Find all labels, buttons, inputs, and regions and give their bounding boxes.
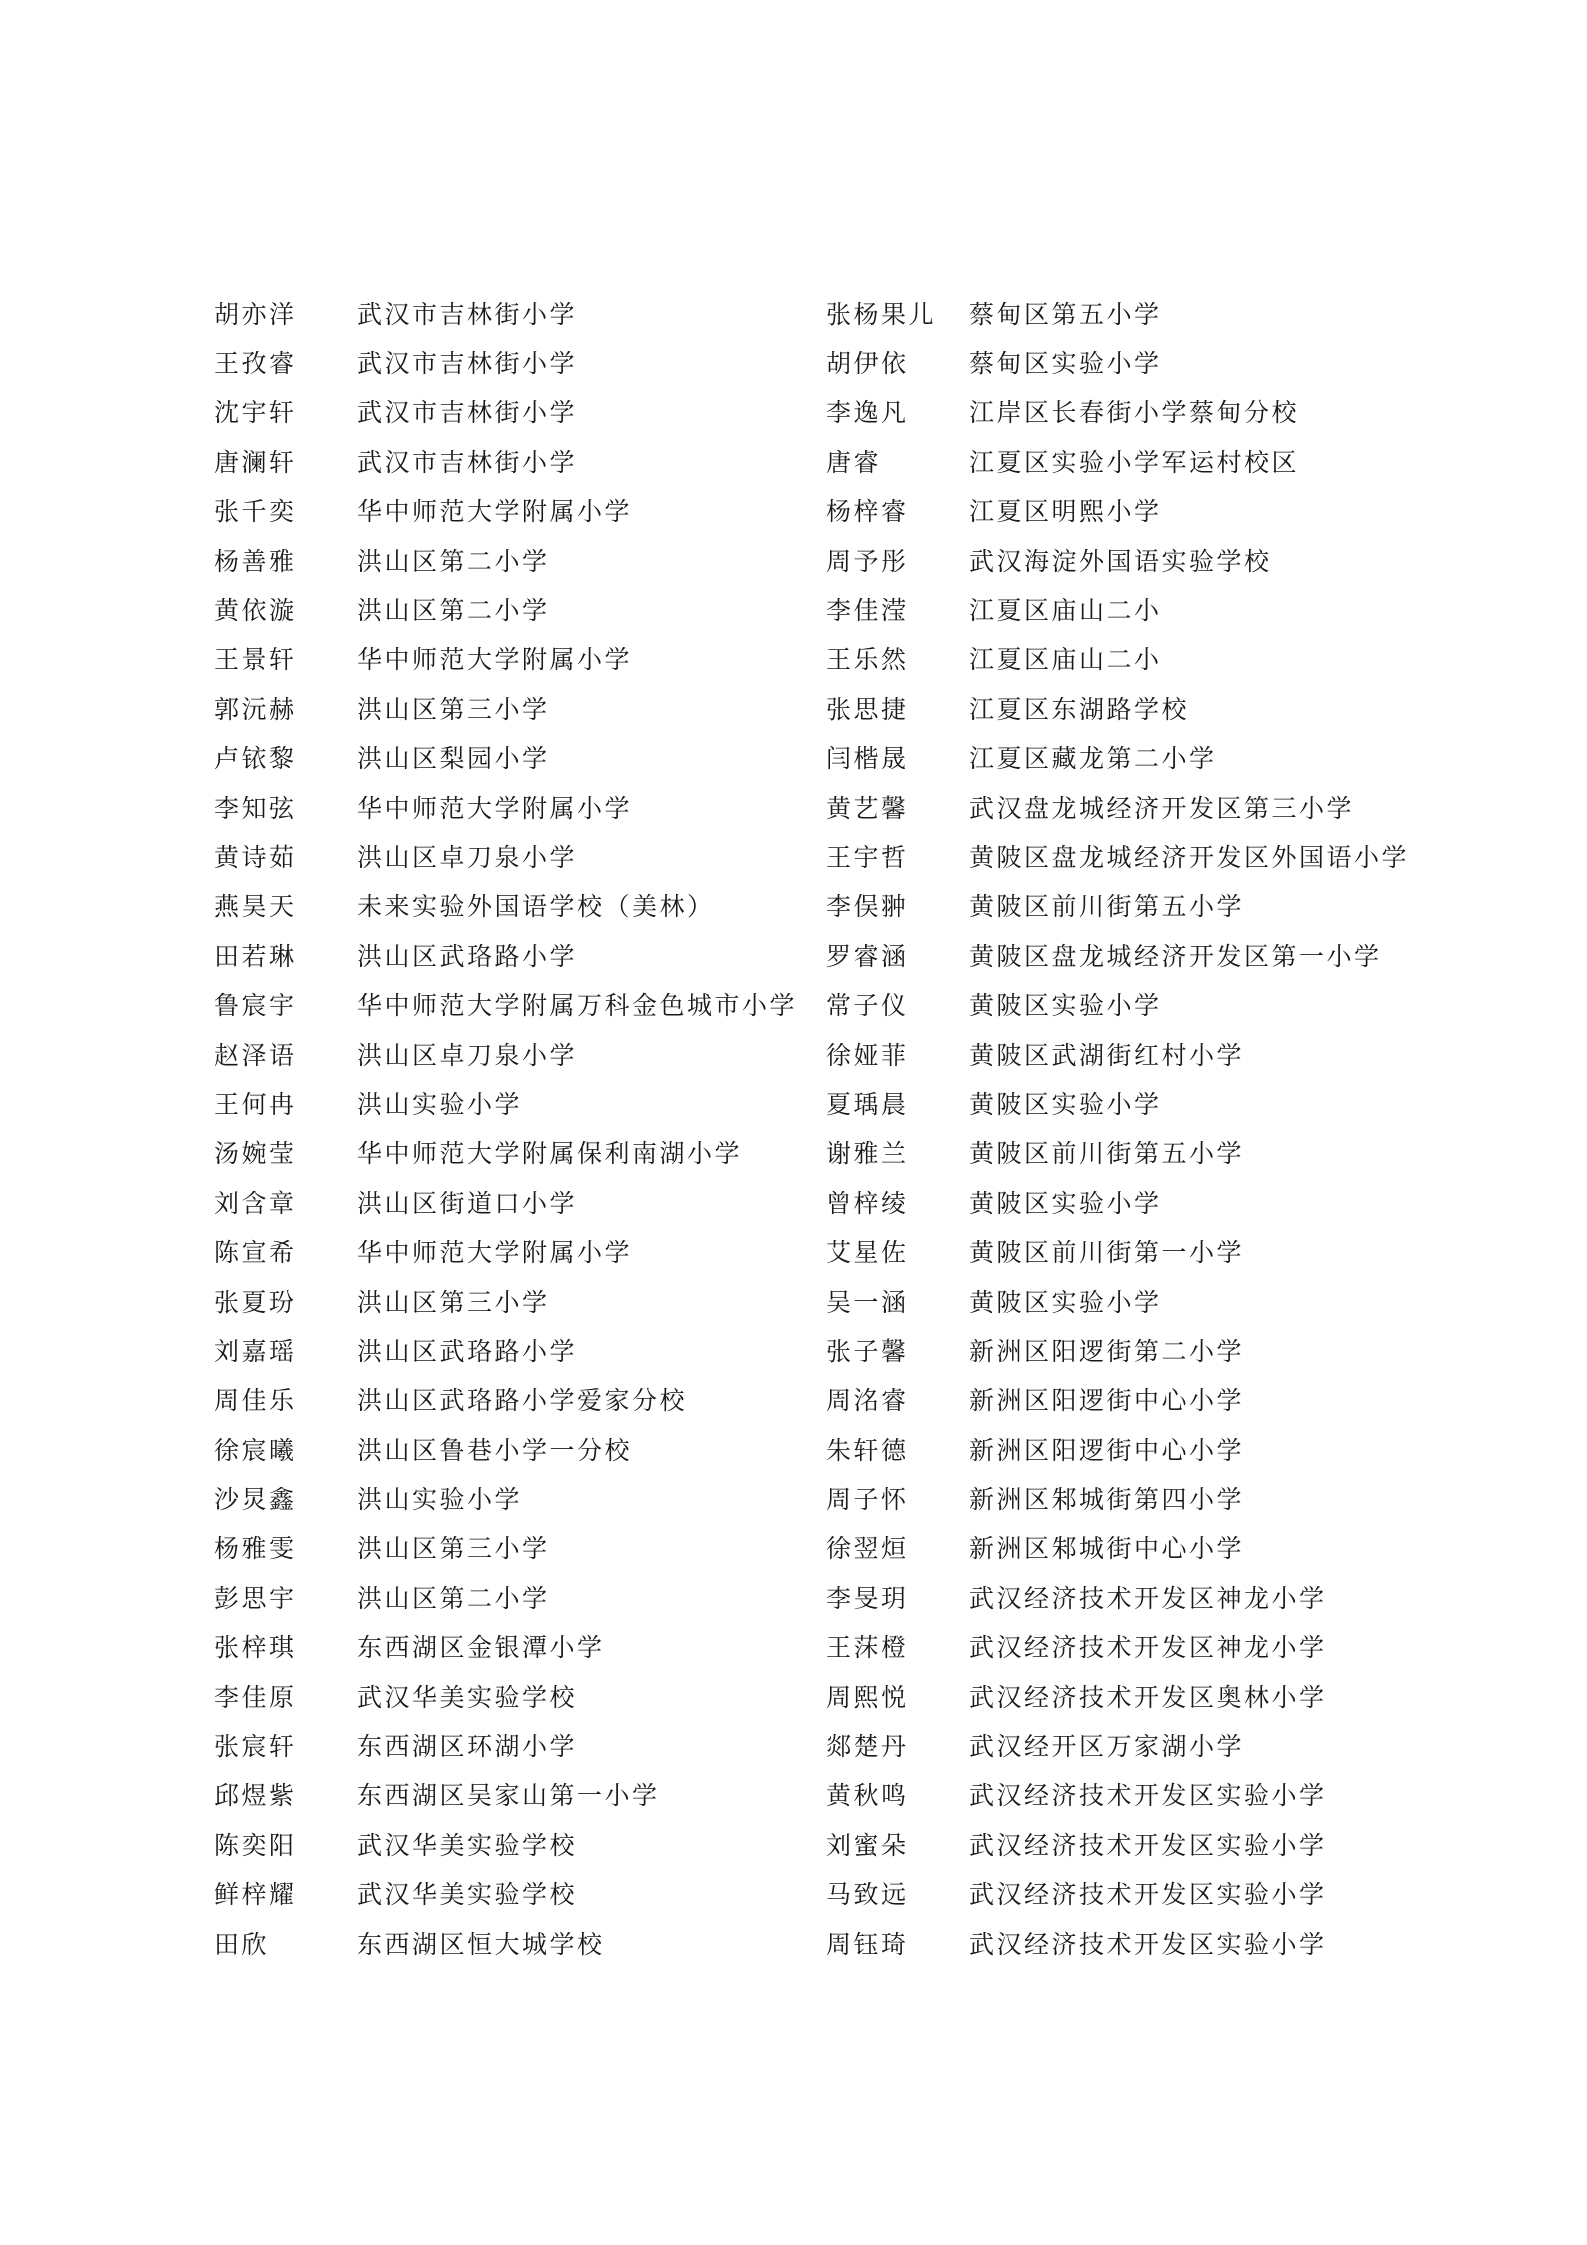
student-name: 张夏玢 bbox=[214, 1287, 297, 1317]
school-name: 东西湖区金银潭小学 bbox=[357, 1633, 605, 1663]
school-name: 江岸区长春街小学蔡甸分校 bbox=[969, 398, 1300, 428]
school-name: 洪山区武珞路小学 bbox=[357, 941, 578, 971]
student-name: 唐澜轩 bbox=[214, 447, 297, 477]
student-name: 周洺睿 bbox=[826, 1386, 909, 1416]
school-name: 武汉经济技术开发区实验小学 bbox=[969, 1880, 1327, 1910]
student-name: 谢雅兰 bbox=[826, 1139, 909, 1169]
student-name: 王莯橙 bbox=[826, 1633, 909, 1663]
student-name: 李佳原 bbox=[214, 1682, 297, 1712]
school-name: 黄陂区前川街第五小学 bbox=[969, 892, 1245, 922]
student-name: 王乐然 bbox=[826, 645, 909, 675]
list-item bbox=[826, 683, 1586, 732]
school-name: 新洲区邾城街中心小学 bbox=[969, 1534, 1245, 1564]
school-name: 黄陂区前川街第一小学 bbox=[969, 1238, 1245, 1268]
student-name: 胡亦洋 bbox=[214, 299, 297, 329]
student-name: 黄诗茹 bbox=[214, 842, 297, 872]
student-name: 沈宇轩 bbox=[214, 398, 297, 428]
list-item bbox=[826, 1128, 1586, 1177]
school-name: 华中师范大学附属小学 bbox=[357, 793, 633, 823]
student-name: 王孜睿 bbox=[214, 349, 297, 379]
school-name: 洪山实验小学 bbox=[357, 1089, 523, 1119]
school-name: 蔡甸区实验小学 bbox=[969, 349, 1162, 379]
student-name: 刘蜜朵 bbox=[826, 1830, 909, 1860]
school-name: 洪山区第三小学 bbox=[357, 1534, 550, 1564]
list-item bbox=[826, 1572, 1586, 1621]
student-name: 张宸轩 bbox=[214, 1732, 297, 1762]
student-name: 彭思宇 bbox=[214, 1583, 297, 1613]
student-name: 杨梓睿 bbox=[826, 497, 909, 527]
student-name: 田欣 bbox=[214, 1929, 270, 1959]
name-list-right-column bbox=[826, 288, 1586, 1967]
list-item bbox=[826, 1622, 1586, 1671]
student-name: 黄秋鸣 bbox=[826, 1781, 909, 1811]
student-name: 郯楚丹 bbox=[826, 1732, 909, 1762]
student-name: 郭沅赫 bbox=[214, 694, 297, 724]
student-name: 李俣翀 bbox=[826, 892, 909, 922]
student-name: 陈宣希 bbox=[214, 1238, 297, 1268]
school-name: 武汉经济技术开发区奥林小学 bbox=[969, 1682, 1327, 1712]
student-name: 徐翌烜 bbox=[826, 1534, 909, 1564]
student-name: 邱煜紫 bbox=[214, 1781, 297, 1811]
student-name: 曾梓绫 bbox=[826, 1188, 909, 1218]
school-name: 武汉市吉林街小学 bbox=[357, 398, 578, 428]
student-name: 周佳乐 bbox=[214, 1386, 297, 1416]
list-item bbox=[826, 436, 1586, 485]
school-name: 武汉经开区万家湖小学 bbox=[969, 1732, 1245, 1762]
school-name: 江夏区庙山二小 bbox=[969, 596, 1162, 626]
student-name: 罗睿涵 bbox=[826, 941, 909, 971]
student-name: 张千奕 bbox=[214, 497, 297, 527]
school-name: 华中师范大学附属小学 bbox=[357, 1238, 633, 1268]
school-name: 武汉华美实验学校 bbox=[357, 1830, 578, 1860]
student-name: 鲁宸宇 bbox=[214, 991, 297, 1021]
school-name: 武汉华美实验学校 bbox=[357, 1682, 578, 1712]
school-name: 洪山区第三小学 bbox=[357, 1287, 550, 1317]
school-name: 黄陂区前川街第五小学 bbox=[969, 1139, 1245, 1169]
student-name: 杨善雅 bbox=[214, 546, 297, 576]
list-item bbox=[826, 1029, 1586, 1078]
list-item bbox=[826, 1720, 1586, 1769]
school-name: 黄陂区武湖街红村小学 bbox=[969, 1040, 1245, 1070]
list-item bbox=[826, 881, 1586, 930]
school-name: 华中师范大学附属保利南湖小学 bbox=[357, 1139, 743, 1169]
school-name: 新洲区阳逻街中心小学 bbox=[969, 1386, 1245, 1416]
list-item bbox=[826, 1424, 1586, 1473]
student-name: 周熙悦 bbox=[826, 1682, 909, 1712]
list-item bbox=[826, 1177, 1586, 1226]
student-name: 王何冉 bbox=[214, 1089, 297, 1119]
list-item bbox=[826, 337, 1586, 386]
school-name: 洪山区街道口小学 bbox=[357, 1188, 578, 1218]
student-name: 鲜梓耀 bbox=[214, 1880, 297, 1910]
student-name: 周钰琦 bbox=[826, 1929, 909, 1959]
school-name: 江夏区东湖路学校 bbox=[969, 694, 1190, 724]
school-name: 黄陂区盘龙城经济开发区外国语小学 bbox=[969, 842, 1410, 872]
student-name: 闫楷晟 bbox=[826, 744, 909, 774]
school-name: 武汉经济技术开发区神龙小学 bbox=[969, 1583, 1327, 1613]
school-name: 武汉市吉林街小学 bbox=[357, 349, 578, 379]
list-item bbox=[826, 831, 1586, 880]
school-name: 武汉经济技术开发区神龙小学 bbox=[969, 1633, 1327, 1663]
list-item bbox=[826, 1869, 1586, 1918]
student-name: 张梓琪 bbox=[214, 1633, 297, 1663]
school-name: 武汉经济技术开发区实验小学 bbox=[969, 1929, 1327, 1959]
school-name: 武汉经济技术开发区实验小学 bbox=[969, 1781, 1327, 1811]
list-item bbox=[826, 733, 1586, 782]
school-name: 东西湖区恒大城学校 bbox=[357, 1929, 605, 1959]
list-item bbox=[826, 1226, 1586, 1275]
school-name: 黄陂区盘龙城经济开发区第一小学 bbox=[969, 941, 1382, 971]
student-name: 李旻玥 bbox=[826, 1583, 909, 1613]
school-name: 洪山区卓刀泉小学 bbox=[357, 1040, 578, 1070]
school-name: 武汉市吉林街小学 bbox=[357, 447, 578, 477]
list-item bbox=[826, 1375, 1586, 1424]
school-name: 华中师范大学附属万科金色城市小学 bbox=[357, 991, 798, 1021]
student-name: 艾星佐 bbox=[826, 1238, 909, 1268]
school-name: 东西湖区吴家山第一小学 bbox=[357, 1781, 660, 1811]
list-item bbox=[826, 1078, 1586, 1127]
school-name: 黄陂区实验小学 bbox=[969, 1188, 1162, 1218]
school-name: 蔡甸区第五小学 bbox=[969, 299, 1162, 329]
school-name: 江夏区实验小学军运村校区 bbox=[969, 447, 1300, 477]
list-item bbox=[826, 1473, 1586, 1522]
school-name: 江夏区藏龙第二小学 bbox=[969, 744, 1217, 774]
student-name: 王宇哲 bbox=[826, 842, 909, 872]
list-item bbox=[826, 1671, 1586, 1720]
school-name: 新洲区阳逻街第二小学 bbox=[969, 1336, 1245, 1366]
student-name: 唐睿 bbox=[826, 447, 882, 477]
list-item bbox=[826, 1523, 1586, 1572]
student-name: 赵泽语 bbox=[214, 1040, 297, 1070]
list-item bbox=[826, 1770, 1586, 1819]
student-name: 卢铱黎 bbox=[214, 744, 297, 774]
school-name: 洪山区卓刀泉小学 bbox=[357, 842, 578, 872]
student-name: 张子馨 bbox=[826, 1336, 909, 1366]
student-name: 李知弦 bbox=[214, 793, 297, 823]
list-item bbox=[826, 1276, 1586, 1325]
list-item bbox=[826, 782, 1586, 831]
list-item bbox=[826, 486, 1586, 535]
student-name: 张杨果儿 bbox=[826, 299, 937, 329]
school-name: 黄陂区实验小学 bbox=[969, 1089, 1162, 1119]
list-item bbox=[826, 1819, 1586, 1868]
school-name: 黄陂区实验小学 bbox=[969, 1287, 1162, 1317]
student-name: 刘含章 bbox=[214, 1188, 297, 1218]
student-name: 周子怀 bbox=[826, 1485, 909, 1515]
student-name: 黄艺馨 bbox=[826, 793, 909, 823]
student-name: 杨雅雯 bbox=[214, 1534, 297, 1564]
student-name: 胡伊依 bbox=[826, 349, 909, 379]
school-name: 武汉华美实验学校 bbox=[357, 1880, 578, 1910]
list-item bbox=[826, 584, 1586, 633]
school-name: 武汉经济技术开发区实验小学 bbox=[969, 1830, 1327, 1860]
school-name: 洪山区第二小学 bbox=[357, 546, 550, 576]
student-name: 陈奕阳 bbox=[214, 1830, 297, 1860]
list-item bbox=[826, 387, 1586, 436]
student-name: 徐娅菲 bbox=[826, 1040, 909, 1070]
student-name: 汤婉莹 bbox=[214, 1139, 297, 1169]
list-item bbox=[826, 1325, 1586, 1374]
school-name: 武汉市吉林街小学 bbox=[357, 299, 578, 329]
list-item bbox=[826, 1918, 1586, 1967]
school-name: 洪山区鲁巷小学一分校 bbox=[357, 1435, 633, 1465]
student-name: 沙炅鑫 bbox=[214, 1485, 297, 1515]
student-name: 张思捷 bbox=[826, 694, 909, 724]
school-name: 东西湖区环湖小学 bbox=[357, 1732, 578, 1762]
school-name: 江夏区明熙小学 bbox=[969, 497, 1162, 527]
school-name: 华中师范大学附属小学 bbox=[357, 645, 633, 675]
school-name: 新洲区阳逻街中心小学 bbox=[969, 1435, 1245, 1465]
school-name: 洪山区梨园小学 bbox=[357, 744, 550, 774]
school-name: 洪山区第三小学 bbox=[357, 694, 550, 724]
student-name: 常子仪 bbox=[826, 991, 909, 1021]
school-name: 华中师范大学附属小学 bbox=[357, 497, 633, 527]
school-name: 洪山实验小学 bbox=[357, 1485, 523, 1515]
student-name: 王景轩 bbox=[214, 645, 297, 675]
school-name: 未来实验外国语学校（美林） bbox=[357, 892, 715, 922]
school-name: 洪山区第二小学 bbox=[357, 1583, 550, 1613]
list-item bbox=[826, 535, 1586, 584]
list-item bbox=[826, 288, 1586, 337]
student-name: 夏瑀晨 bbox=[826, 1089, 909, 1119]
list-item bbox=[826, 634, 1586, 683]
student-name: 朱轩德 bbox=[826, 1435, 909, 1465]
school-name: 武汉海淀外国语实验学校 bbox=[969, 546, 1272, 576]
student-name: 田若琳 bbox=[214, 941, 297, 971]
student-name: 李佳滢 bbox=[826, 596, 909, 626]
student-name: 马致远 bbox=[826, 1880, 909, 1910]
student-name: 吴一涵 bbox=[826, 1287, 909, 1317]
student-name: 黄依漩 bbox=[214, 596, 297, 626]
school-name: 洪山区第二小学 bbox=[357, 596, 550, 626]
school-name: 新洲区邾城街第四小学 bbox=[969, 1485, 1245, 1515]
student-name: 徐宸曦 bbox=[214, 1435, 297, 1465]
student-name: 周予彤 bbox=[826, 546, 909, 576]
school-name: 武汉盘龙城经济开发区第三小学 bbox=[969, 793, 1355, 823]
school-name: 黄陂区实验小学 bbox=[969, 991, 1162, 1021]
student-name: 燕昊天 bbox=[214, 892, 297, 922]
list-item bbox=[826, 930, 1586, 979]
school-name: 洪山区武珞路小学 bbox=[357, 1336, 578, 1366]
student-name: 刘嘉瑶 bbox=[214, 1336, 297, 1366]
list-item bbox=[826, 979, 1586, 1028]
school-name: 洪山区武珞路小学爱家分校 bbox=[357, 1386, 688, 1416]
school-name: 江夏区庙山二小 bbox=[969, 645, 1162, 675]
student-name: 李逸凡 bbox=[826, 398, 909, 428]
